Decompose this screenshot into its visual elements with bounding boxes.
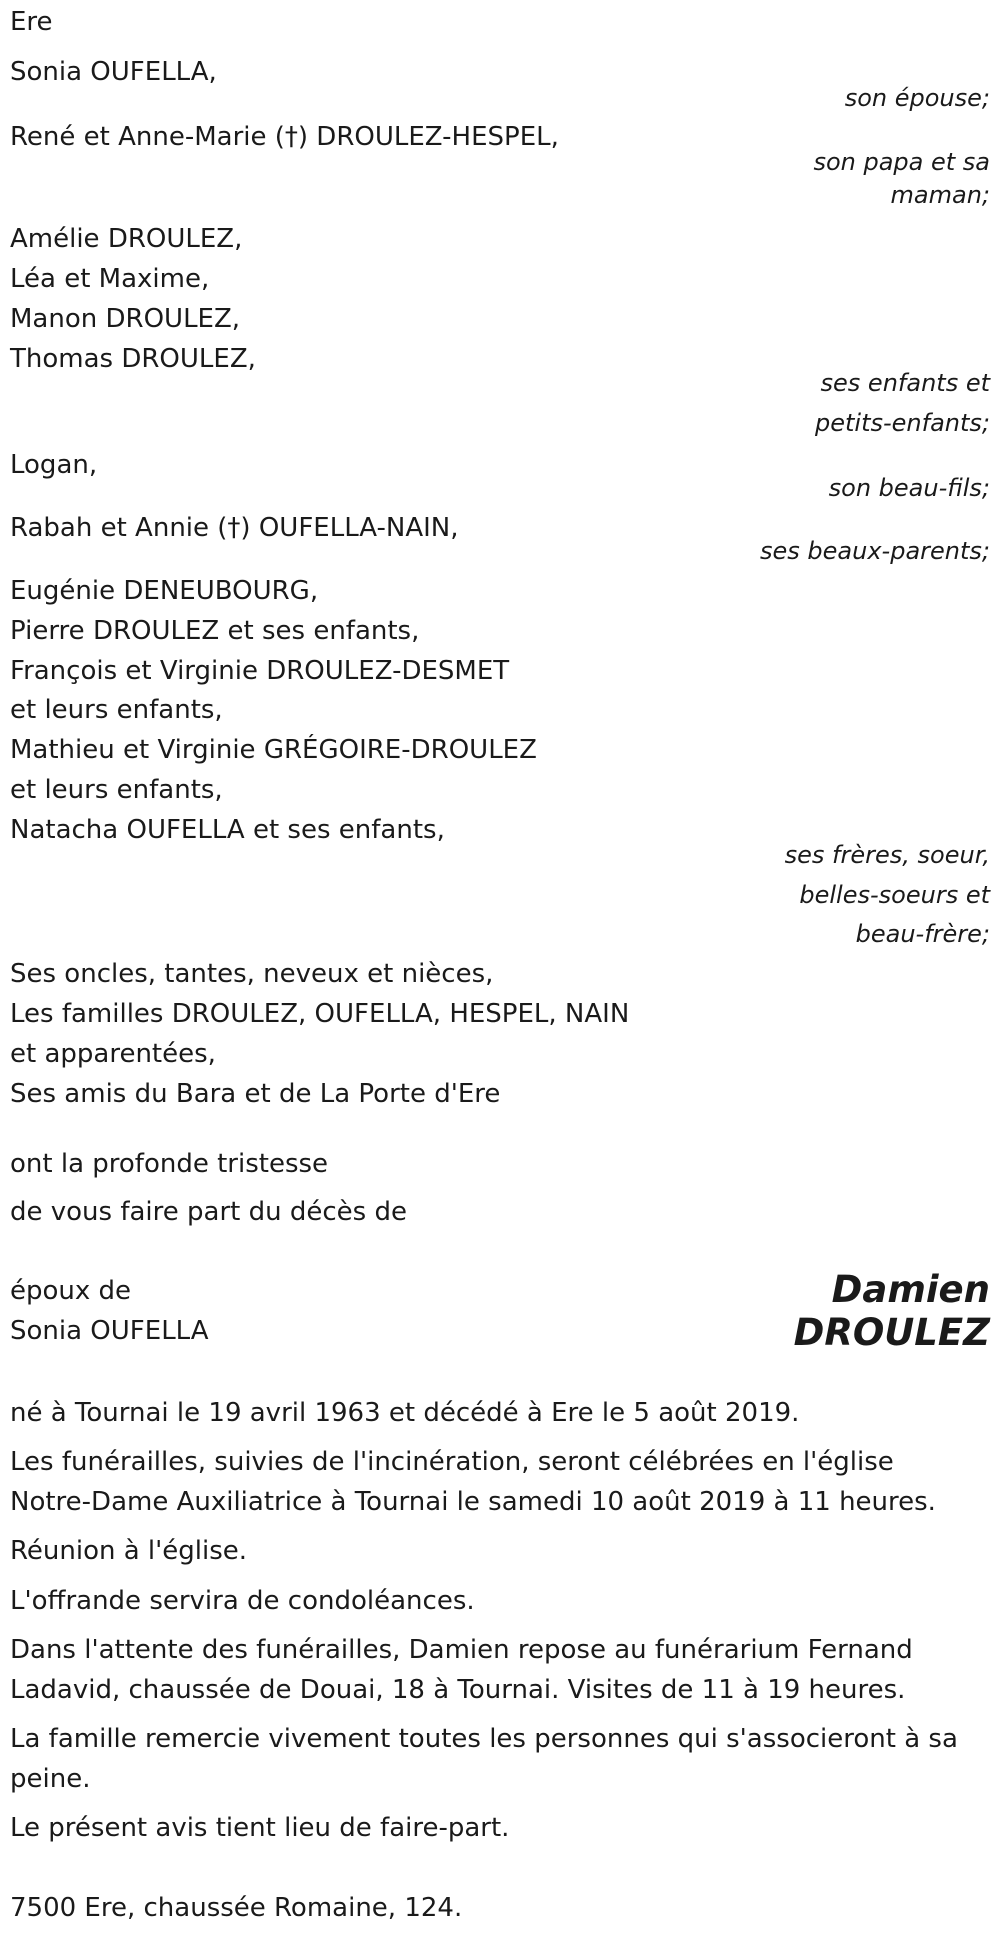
- funeral-info-line: Notre-Dame Auxiliatrice à Tournai le samedi 10 août 2019 à 11 heures.: [10, 1487, 936, 1517]
- relation-line: ses enfants et: [820, 369, 990, 397]
- funeral-info-line: Les funérailles, suivies de l'incinération, seront célébrées en l'église: [10, 1447, 894, 1477]
- family-name-line: Sonia OUFELLA,: [10, 57, 217, 87]
- funerarium-info-line: Dans l'attente des funérailles, Damien repose au funérarium Fernand: [10, 1635, 913, 1665]
- spouse-line: Sonia OUFELLA: [10, 1316, 209, 1346]
- extended-family-line: Ses oncles, tantes, neveux et nièces,: [10, 959, 494, 989]
- thanks-line: La famille remercie vivement toutes les personnes qui s'associeront à sa: [10, 1724, 958, 1754]
- family-name-line: Rabah et Annie (†) OUFELLA-NAIN,: [10, 513, 459, 543]
- relation-line: ses beaux-parents;: [760, 537, 990, 565]
- locality: Ere: [10, 7, 53, 37]
- extended-family-line: et apparentées,: [10, 1039, 216, 1069]
- family-address: 7500 Ere, chaussée Romaine, 124.: [10, 1893, 463, 1923]
- relation-line: ses frères, soeur,: [784, 841, 990, 869]
- family-name-line: et leurs enfants,: [10, 775, 223, 805]
- family-name-line: et leurs enfants,: [10, 695, 223, 725]
- family-name-line: Natacha OUFELLA et ses enfants,: [10, 815, 445, 845]
- relation-line: petits-enfants;: [815, 409, 990, 437]
- family-name-line: François et Virginie DROULEZ-DESMET: [10, 656, 510, 686]
- thanks-line: peine.: [10, 1764, 91, 1794]
- family-name-line: René et Anne-Marie (†) DROULEZ-HESPEL,: [10, 122, 559, 152]
- deceased-last-name: DROULEZ: [793, 1311, 990, 1354]
- relation-line: son beau-fils;: [828, 474, 990, 502]
- family-name-line: Amélie DROULEZ,: [10, 224, 243, 254]
- family-name-line: Logan,: [10, 450, 98, 480]
- notice-statement: Le présent avis tient lieu de faire-part.: [10, 1813, 510, 1843]
- relation-line: son épouse;: [844, 84, 990, 112]
- family-name-line: Léa et Maxime,: [10, 264, 210, 294]
- family-name-line: Thomas DROULEZ,: [10, 344, 256, 374]
- family-name-line: Manon DROULEZ,: [10, 304, 241, 334]
- funerarium-info-line: Ladavid, chaussée de Douai, 18 à Tournai. Visites de 11 à 19 heures.: [10, 1675, 906, 1705]
- relation-line: maman;: [890, 181, 990, 209]
- relation-line: belles-soeurs et: [799, 881, 990, 909]
- relation-line: beau-frère;: [855, 920, 990, 948]
- family-name-line: Mathieu et Virginie GRÉGOIRE-DROULEZ: [10, 735, 537, 765]
- offering-info: L'offrande servira de condoléances.: [10, 1586, 475, 1616]
- birth-death-info: né à Tournai le 19 avril 1963 et décédé à Ere le 5 août 2019.: [10, 1398, 800, 1428]
- family-name-line: Eugénie DENEUBOURG,: [10, 576, 319, 606]
- announcement-line: de vous faire part du décès de: [10, 1197, 407, 1227]
- meeting-info: Réunion à l'église.: [10, 1536, 248, 1566]
- extended-family-line: Ses amis du Bara et de La Porte d'Ere: [10, 1079, 501, 1109]
- family-name-line: Pierre DROULEZ et ses enfants,: [10, 616, 420, 646]
- announcement-line: ont la profonde tristesse: [10, 1149, 329, 1179]
- deceased-first-name: Damien: [831, 1268, 990, 1311]
- spouse-line: époux de: [10, 1276, 132, 1306]
- extended-family-line: Les familles DROULEZ, OUFELLA, HESPEL, NAIN: [10, 999, 630, 1029]
- relation-line: son papa et sa: [813, 148, 990, 176]
